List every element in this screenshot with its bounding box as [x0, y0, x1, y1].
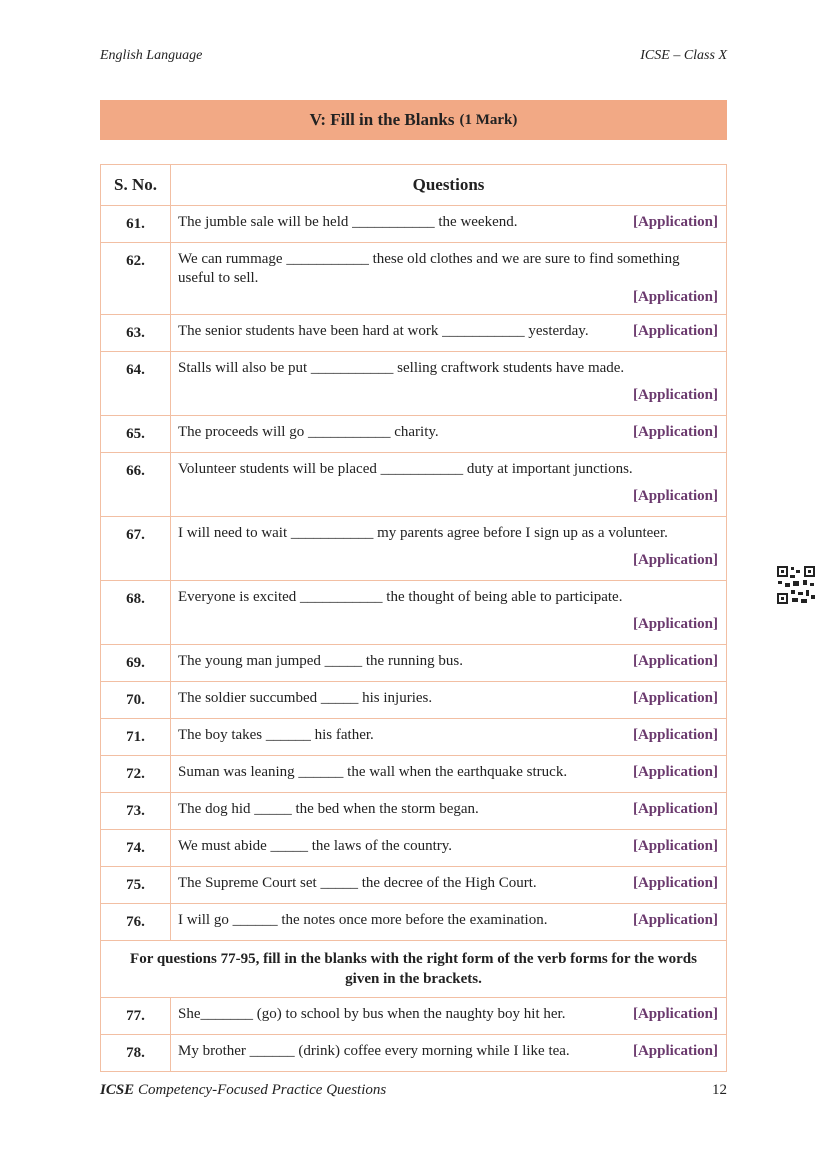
question-text: Volunteer students will be placed ___________ duty at important junctions. — [178, 461, 633, 477]
question-number: 63. — [101, 315, 171, 352]
table-row — [101, 904, 727, 941]
column-header-sno: S. No. — [101, 165, 171, 206]
question-cell — [171, 581, 727, 645]
category-tag: [Application] — [632, 214, 718, 230]
table-row — [101, 453, 727, 517]
category-tag: [Application] — [632, 424, 718, 440]
question-cell — [171, 682, 727, 719]
table-row — [101, 998, 727, 1035]
question-cell — [171, 645, 727, 682]
table-row — [101, 1035, 727, 1072]
question-text: I will need to wait ___________ my parents agree before I sign up as a volunteer. — [178, 525, 668, 541]
page-number: 12 — [712, 1082, 727, 1098]
question-text: Stalls will also be put ___________ selling craftwork students have made. — [178, 360, 625, 376]
category-tag: [Application] — [632, 616, 718, 632]
column-header-questions: Questions — [171, 165, 727, 206]
question-text: Everyone is excited ___________ the thought of being able to participate. — [178, 589, 623, 605]
section-marks: (1 Mark) — [459, 111, 518, 128]
question-text: We must abide _____ the laws of the country. — [178, 838, 453, 854]
question-number: 73. — [101, 793, 171, 830]
instruction-row — [101, 941, 727, 998]
category-tag: [Application] — [632, 690, 718, 706]
question-cell — [171, 867, 727, 904]
section-title: V: Fill in the Blanks — [309, 110, 455, 129]
category-tag: [Application] — [632, 1006, 718, 1022]
question-text: Suman was leaning ______ the wall when the earthquake struck. — [178, 764, 568, 780]
table-row — [101, 793, 727, 830]
question-number: 75. — [101, 867, 171, 904]
question-cell — [171, 243, 727, 315]
qr-code-icon[interactable] — [776, 565, 816, 605]
question-text: The jumble sale will be held ___________ the weekend. — [178, 214, 518, 230]
category-tag: [Application] — [632, 838, 718, 854]
question-number: 70. — [101, 682, 171, 719]
question-number: 67. — [101, 517, 171, 581]
question-cell — [171, 793, 727, 830]
question-number: 62. — [101, 243, 171, 315]
table-row — [101, 830, 727, 867]
question-cell — [171, 998, 727, 1035]
table-row — [101, 581, 727, 645]
question-cell — [171, 517, 727, 581]
question-text: The senior students have been hard at work ___________ yesterday. — [178, 323, 589, 339]
questions-table — [100, 164, 727, 1072]
question-text: We can rummage ___________ these old clothes and we are sure to find something useful to sell. — [178, 251, 680, 286]
question-text: The boy takes ______ his father. — [178, 727, 374, 743]
header-subject: English Language — [100, 48, 203, 63]
question-number: 71. — [101, 719, 171, 756]
instruction-note: For questions 77-95, fill in the blanks with the right form of the verb forms for the words given in the brackets. — [101, 941, 727, 998]
question-number: 68. — [101, 581, 171, 645]
question-text: The young man jumped _____ the running bus. — [178, 653, 463, 669]
question-number: 69. — [101, 645, 171, 682]
table-row — [101, 315, 727, 352]
table-row — [101, 206, 727, 243]
footer-title-text: Competency-Focused Practice Questions — [134, 1082, 387, 1098]
question-cell — [171, 904, 727, 941]
question-cell — [171, 416, 727, 453]
header-class: ICSE – Class X — [640, 48, 727, 63]
table-row — [101, 756, 727, 793]
footer-title-bold: ICSE — [100, 1082, 135, 1098]
category-tag: [Application] — [632, 552, 718, 568]
category-tag: [Application] — [632, 488, 718, 504]
question-number: 65. — [101, 416, 171, 453]
question-text: She_______ (go) to school by bus when the naughty boy hit her. — [178, 1006, 566, 1022]
table-row — [101, 867, 727, 904]
category-tag: [Application] — [632, 764, 718, 780]
category-tag: [Application] — [632, 801, 718, 817]
table-row — [101, 416, 727, 453]
footer-title — [100, 1082, 386, 1099]
question-number: 61. — [101, 206, 171, 243]
question-text: The Supreme Court set _____ the decree of the High Court. — [178, 875, 537, 891]
category-tag: [Application] — [632, 912, 718, 928]
category-tag: [Application] — [632, 323, 718, 339]
question-number: 78. — [101, 1035, 171, 1072]
question-text: The soldier succumbed _____ his injuries. — [178, 690, 433, 706]
question-cell — [171, 719, 727, 756]
question-cell — [171, 830, 727, 867]
question-text: The dog hid _____ the bed when the storm began. — [178, 801, 479, 817]
question-number: 64. — [101, 352, 171, 416]
question-number: 72. — [101, 756, 171, 793]
question-cell — [171, 453, 727, 517]
question-cell — [171, 352, 727, 416]
table-row — [101, 645, 727, 682]
question-cell — [171, 206, 727, 243]
table-row — [101, 682, 727, 719]
category-tag: [Application] — [632, 1043, 718, 1059]
question-cell — [171, 756, 727, 793]
category-tag: [Application] — [632, 289, 718, 305]
question-text: My brother ______ (drink) coffee every morning while I like tea. — [178, 1043, 570, 1059]
table-row — [101, 352, 727, 416]
question-cell — [171, 315, 727, 352]
category-tag: [Application] — [632, 387, 718, 403]
question-number: 74. — [101, 830, 171, 867]
category-tag: [Application] — [632, 875, 718, 891]
question-number: 66. — [101, 453, 171, 517]
category-tag: [Application] — [632, 727, 718, 743]
section-banner — [100, 100, 727, 140]
question-cell — [171, 1035, 727, 1072]
question-number: 77. — [101, 998, 171, 1035]
category-tag: [Application] — [632, 653, 718, 669]
question-text: The proceeds will go ___________ charity. — [178, 424, 439, 440]
question-number: 76. — [101, 904, 171, 941]
table-row — [101, 719, 727, 756]
table-row — [101, 517, 727, 581]
table-row — [101, 243, 727, 315]
table-header-row — [101, 165, 727, 206]
question-text: I will go ______ the notes once more before the examination. — [178, 912, 548, 928]
